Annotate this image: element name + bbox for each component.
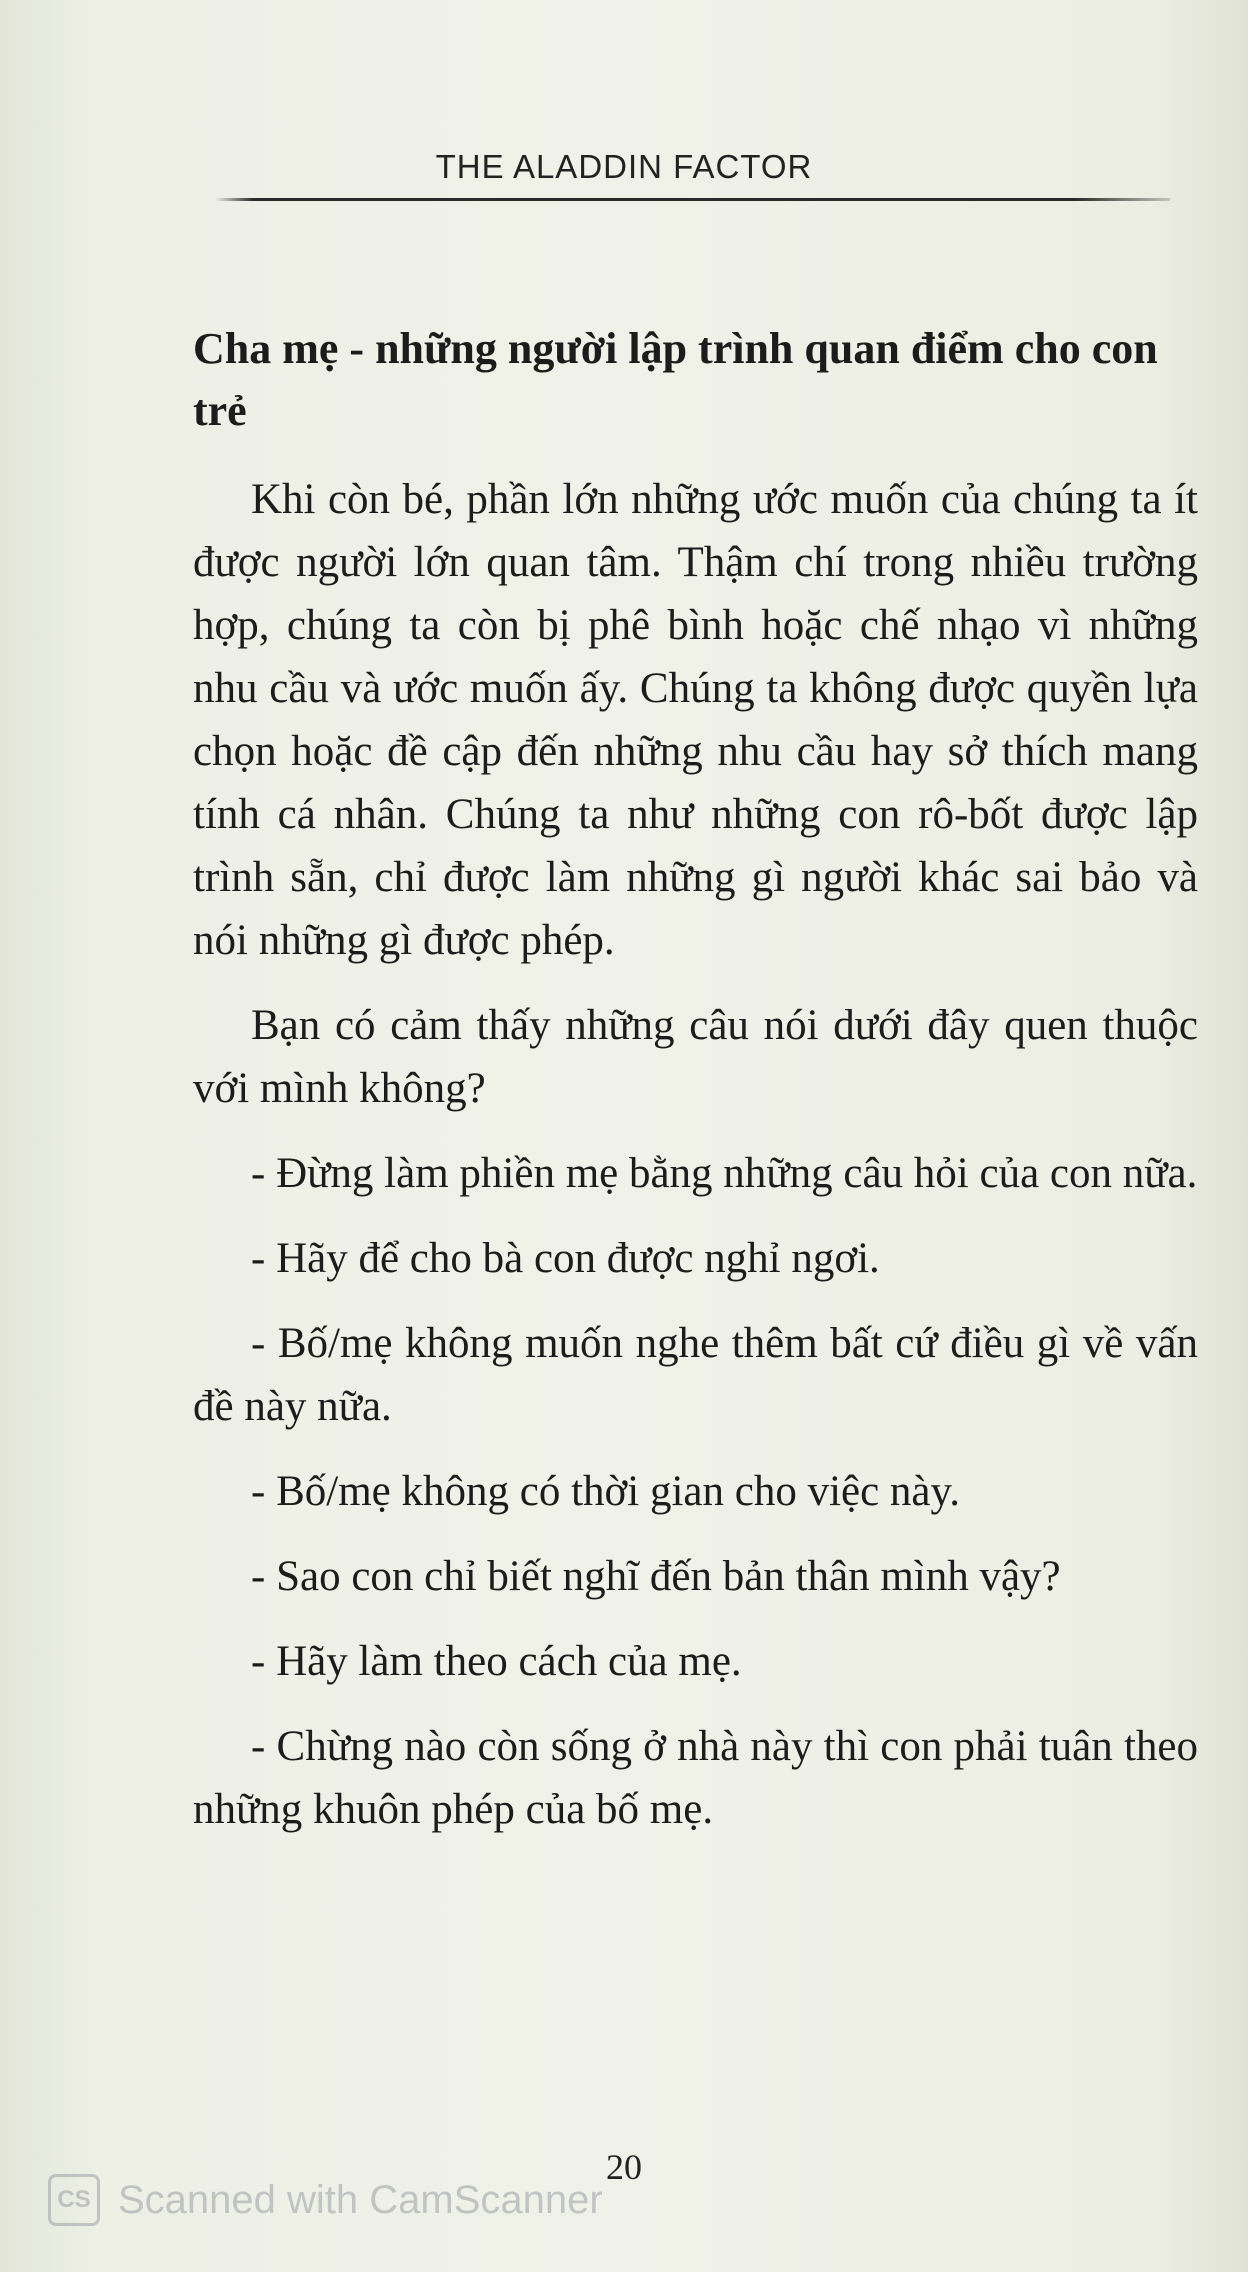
quote-line: - Chừng nào còn sống ở nhà này thì con phải tuân theo những khuôn phép của bố mẹ. (193, 1723, 1198, 1833)
page-body (193, 318, 1198, 1841)
running-header: THE ALADDIN FACTOR (435, 148, 813, 185)
quote-line: - Đừng làm phiền mẹ bằng những câu hỏi của con nữa. (251, 1150, 1198, 1197)
page-number: 20 (606, 2147, 642, 2187)
section-title: Cha mẹ - những người lập trình quan điểm cho con trẻ (193, 324, 1158, 435)
watermark-text: Scanned with CamScanner (118, 2177, 603, 2222)
quote-line: - Bố/mẹ không có thời gian cho việc này. (251, 1468, 960, 1515)
scanner-watermark (48, 2174, 603, 2226)
paragraph: Khi còn bé, phần lớn những ước muốn của chúng ta ít được người lớn quan tâm. Thậm chí trong nhiều trường hợp, chúng ta còn bị phê bình hoặc chế nhạo vì những nhu cầu và ước muốn ấy. Chúng ta không được quyền lựa chọn hoặc đề cập đến những nhu cầu hay sở thích mang tính cá nhân. Chúng ta như những con rô-bốt được lập trình sẵn, chỉ được làm những gì người khác sai bảo và nói những gì được phép. (193, 476, 1198, 964)
header-rule (215, 198, 1170, 201)
paragraph: Bạn có cảm thấy những câu nói dưới đây quen thuộc với mình không? (193, 1002, 1198, 1112)
quote-line: - Hãy làm theo cách của mẹ. (251, 1638, 742, 1685)
quote-line: - Sao con chỉ biết nghĩ đến bản thân mình vậy? (251, 1553, 1061, 1600)
quote-line: - Bố/mẹ không muốn nghe thêm bất cứ điều gì về vấn đề này nữa. (193, 1320, 1198, 1430)
quote-line: - Hãy để cho bà con được nghỉ ngơi. (251, 1235, 880, 1282)
camscanner-logo-icon: CS (48, 2174, 100, 2226)
